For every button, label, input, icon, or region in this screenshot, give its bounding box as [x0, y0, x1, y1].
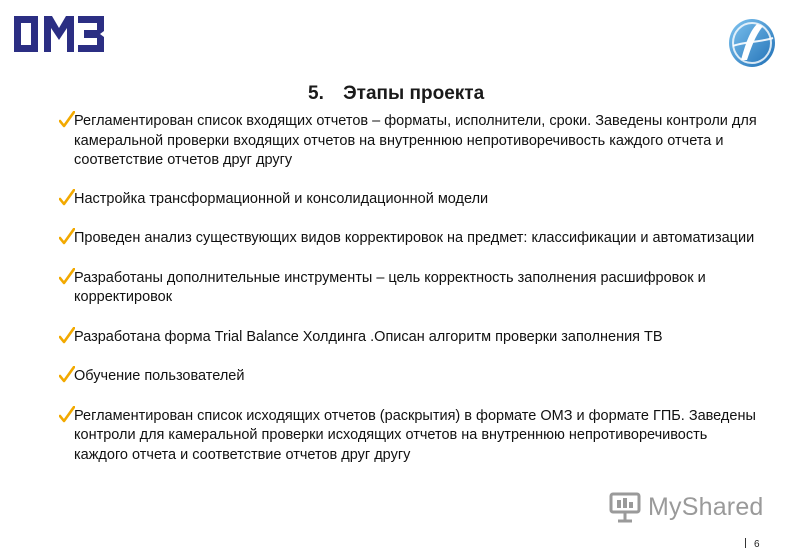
page-divider — [745, 538, 746, 548]
company-round-logo — [727, 16, 777, 70]
list-item — [62, 407, 762, 466]
watermark-text: MyShared — [648, 492, 764, 521]
checkmark-icon — [59, 366, 75, 384]
list-item — [62, 190, 762, 210]
checkmark-icon — [59, 268, 75, 286]
checkmark-icon — [59, 406, 75, 424]
checkmark-icon — [59, 228, 75, 246]
page-number — [745, 538, 760, 550]
checkmark-icon — [59, 111, 75, 129]
omz-logo — [12, 12, 106, 56]
list-item — [62, 269, 762, 308]
list-item — [62, 112, 762, 171]
list-item — [62, 229, 762, 249]
list-item — [62, 328, 762, 348]
list-item-text: Обучение пользователей — [74, 368, 245, 384]
slide-title — [308, 83, 484, 105]
list-item-text: Разработаны дополнительные инструменты – цель корректность заполнения расшифровок и корректировок — [74, 269, 706, 305]
list-item-text: Регламентирован список исходящих отчетов (раскрытия) в формате ОМЗ и формате ГПБ. Заведены контроли для камеральной проверки исходящих отчетов на внутреннюю непротиворечивость каждого отчета и соответствие отчетов друг другу — [74, 407, 756, 463]
page-number-text: 6 — [754, 539, 760, 550]
stage-list — [62, 112, 762, 465]
list-item — [62, 367, 762, 387]
presentation-board-icon — [608, 490, 642, 524]
title-text: Этапы проекта — [343, 83, 485, 104]
list-item-text: Разработана форма Trial Balance Холдинга .Описан алгоритм проверки заполнения ТВ — [74, 328, 663, 345]
checkmark-icon — [59, 189, 75, 207]
myshared-watermark — [608, 490, 764, 524]
title-number: 5. — [308, 83, 324, 104]
list-item-text: Настройка трансформационной и консолидационной модели — [74, 190, 489, 207]
list-item-text: Проведен анализ существующих видов корректировок на предмет: классификации и автоматизации — [74, 230, 755, 246]
checkmark-icon — [59, 327, 75, 345]
list-item-text: Регламентирован список входящих отчетов – форматы, исполнители, сроки. Заведены контроли для камеральной проверки входящих отчетов на внутреннюю непротиворечивость каждого отчета и соответствие отчетов друг другу — [74, 113, 757, 168]
